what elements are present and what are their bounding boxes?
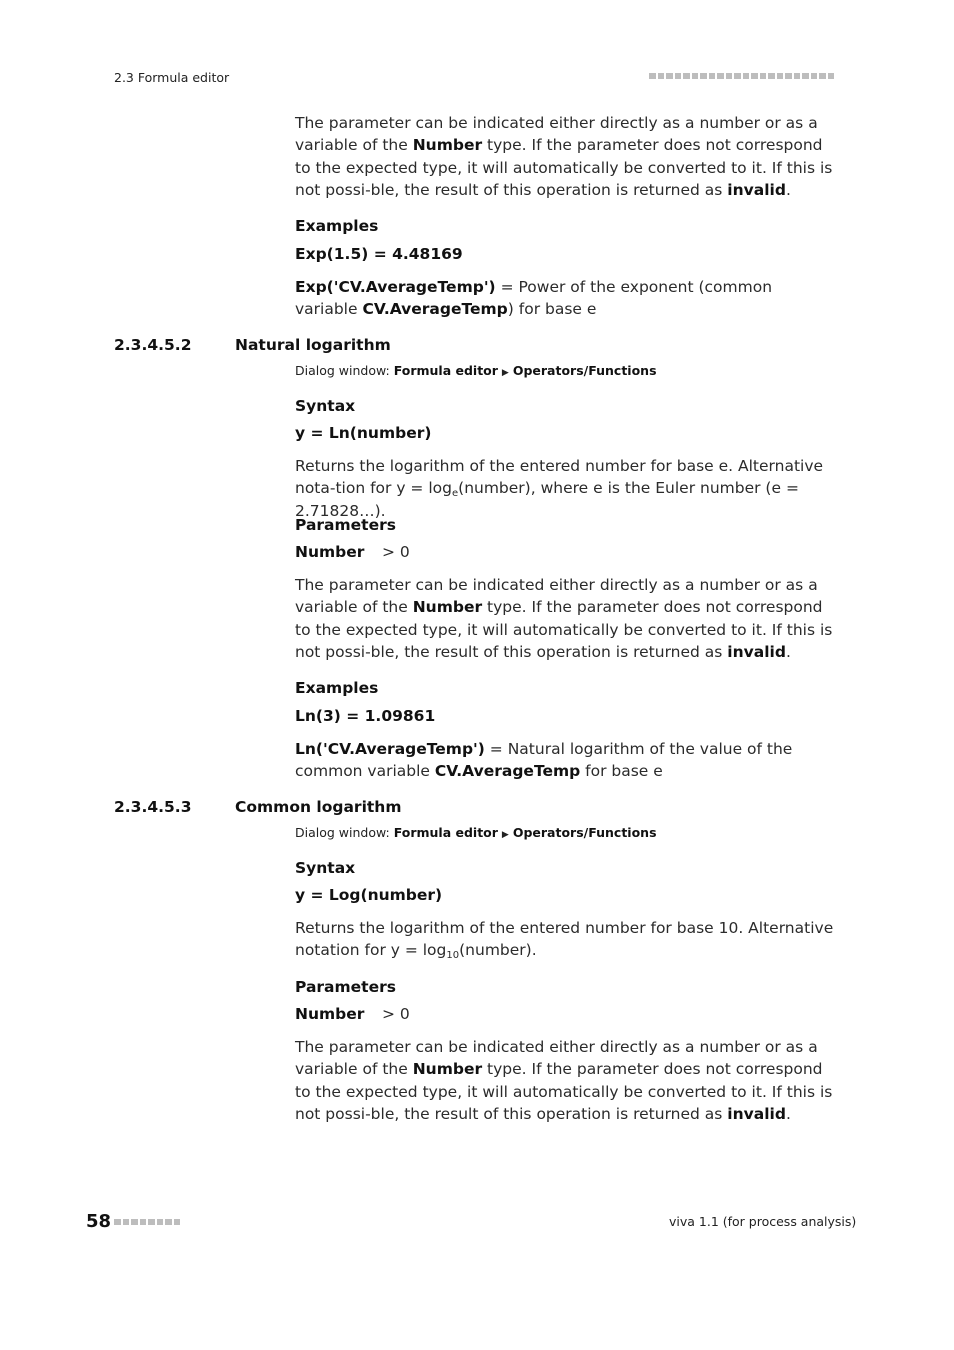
exp-examples-heading: Examples [295, 217, 379, 235]
ln-param-name: Number [295, 543, 365, 561]
section-number-log: 2.3.4.5.3 [114, 798, 192, 816]
section-number-ln: 2.3.4.5.2 [114, 336, 192, 354]
breadcrumb-arrow-icon: ▶ [501, 368, 509, 378]
log-parameters-heading: Parameters [295, 978, 396, 996]
log-description: Returns the logarithm of the entered number for base 10. Alternative notation for $y = \log_{10}(number)$. [295, 919, 834, 962]
log-syntax-heading: Syntax [295, 859, 356, 877]
ln-dialog-path: Dialog window: Formula editor ▶ Operators/Functions [295, 363, 657, 378]
ln-example-1: Ln(3) = 1.09861 [295, 707, 436, 725]
ln-description: Returns the logarithm of the entered number for base e. Alternative nota-tion for $y = \log_e(number)$, where e is the Euler number (e = 2.71828…). [295, 457, 824, 520]
log-param-name: Number [295, 1005, 365, 1023]
footer-product-name: viva 1.1 (for process analysis) [669, 1214, 857, 1229]
exp-example-2: Exp('CV.AverageTemp') = Power of the exponent (common variable CV.AverageTemp) for base e [295, 278, 773, 319]
exp-param-description: The parameter can be indicated either directly as a number or as a variable of the Number type. If the parameter does not correspond to the expected type, it will automatically be converted to it. If this is not possi-ble, the result of this operation is returned as invalid. [295, 114, 833, 200]
ln-param-description: The parameter can be indicated either directly as a number or as a variable of the Number type. If the parameter does not correspond to the expected type, it will automatically be converted to it. If this is not possi-ble, the result of this operation is returned as invalid. [295, 576, 833, 662]
log-syntax: y = Log(number) [295, 886, 443, 904]
log-param-description: The parameter can be indicated either directly as a number or as a variable of the Number type. If the parameter does not correspond to the expected type, it will automatically be converted to it. If this is not possi-ble, the result of this operation is returned as invalid. [295, 1038, 833, 1124]
section-title-log: Common logarithm [235, 798, 402, 816]
running-header-section: 2.3 Formula editor [114, 70, 230, 85]
ln-examples-heading: Examples [295, 679, 379, 697]
ln-param-value: > 0 [382, 543, 410, 561]
ln-example-2: Ln('CV.AverageTemp') = Natural logarithm of the value of the common variable CV.AverageTemp for base e [295, 740, 793, 781]
exp-example-1: Exp(1.5) = 4.48169 [295, 245, 463, 263]
header-decoration-dashes [649, 73, 834, 79]
ln-syntax-heading: Syntax [295, 397, 356, 415]
ln-parameters-heading: Parameters [295, 516, 396, 534]
breadcrumb-arrow-icon: ▶ [501, 830, 509, 840]
log-param-value: > 0 [382, 1005, 410, 1023]
page-number: 58 [86, 1211, 112, 1232]
section-title-ln: Natural logarithm [235, 336, 391, 354]
ln-syntax: y = Ln(number) [295, 424, 432, 442]
log-dialog-path: Dialog window: Formula editor ▶ Operators/Functions [295, 825, 657, 840]
footer-decoration-dashes [114, 1219, 180, 1225]
